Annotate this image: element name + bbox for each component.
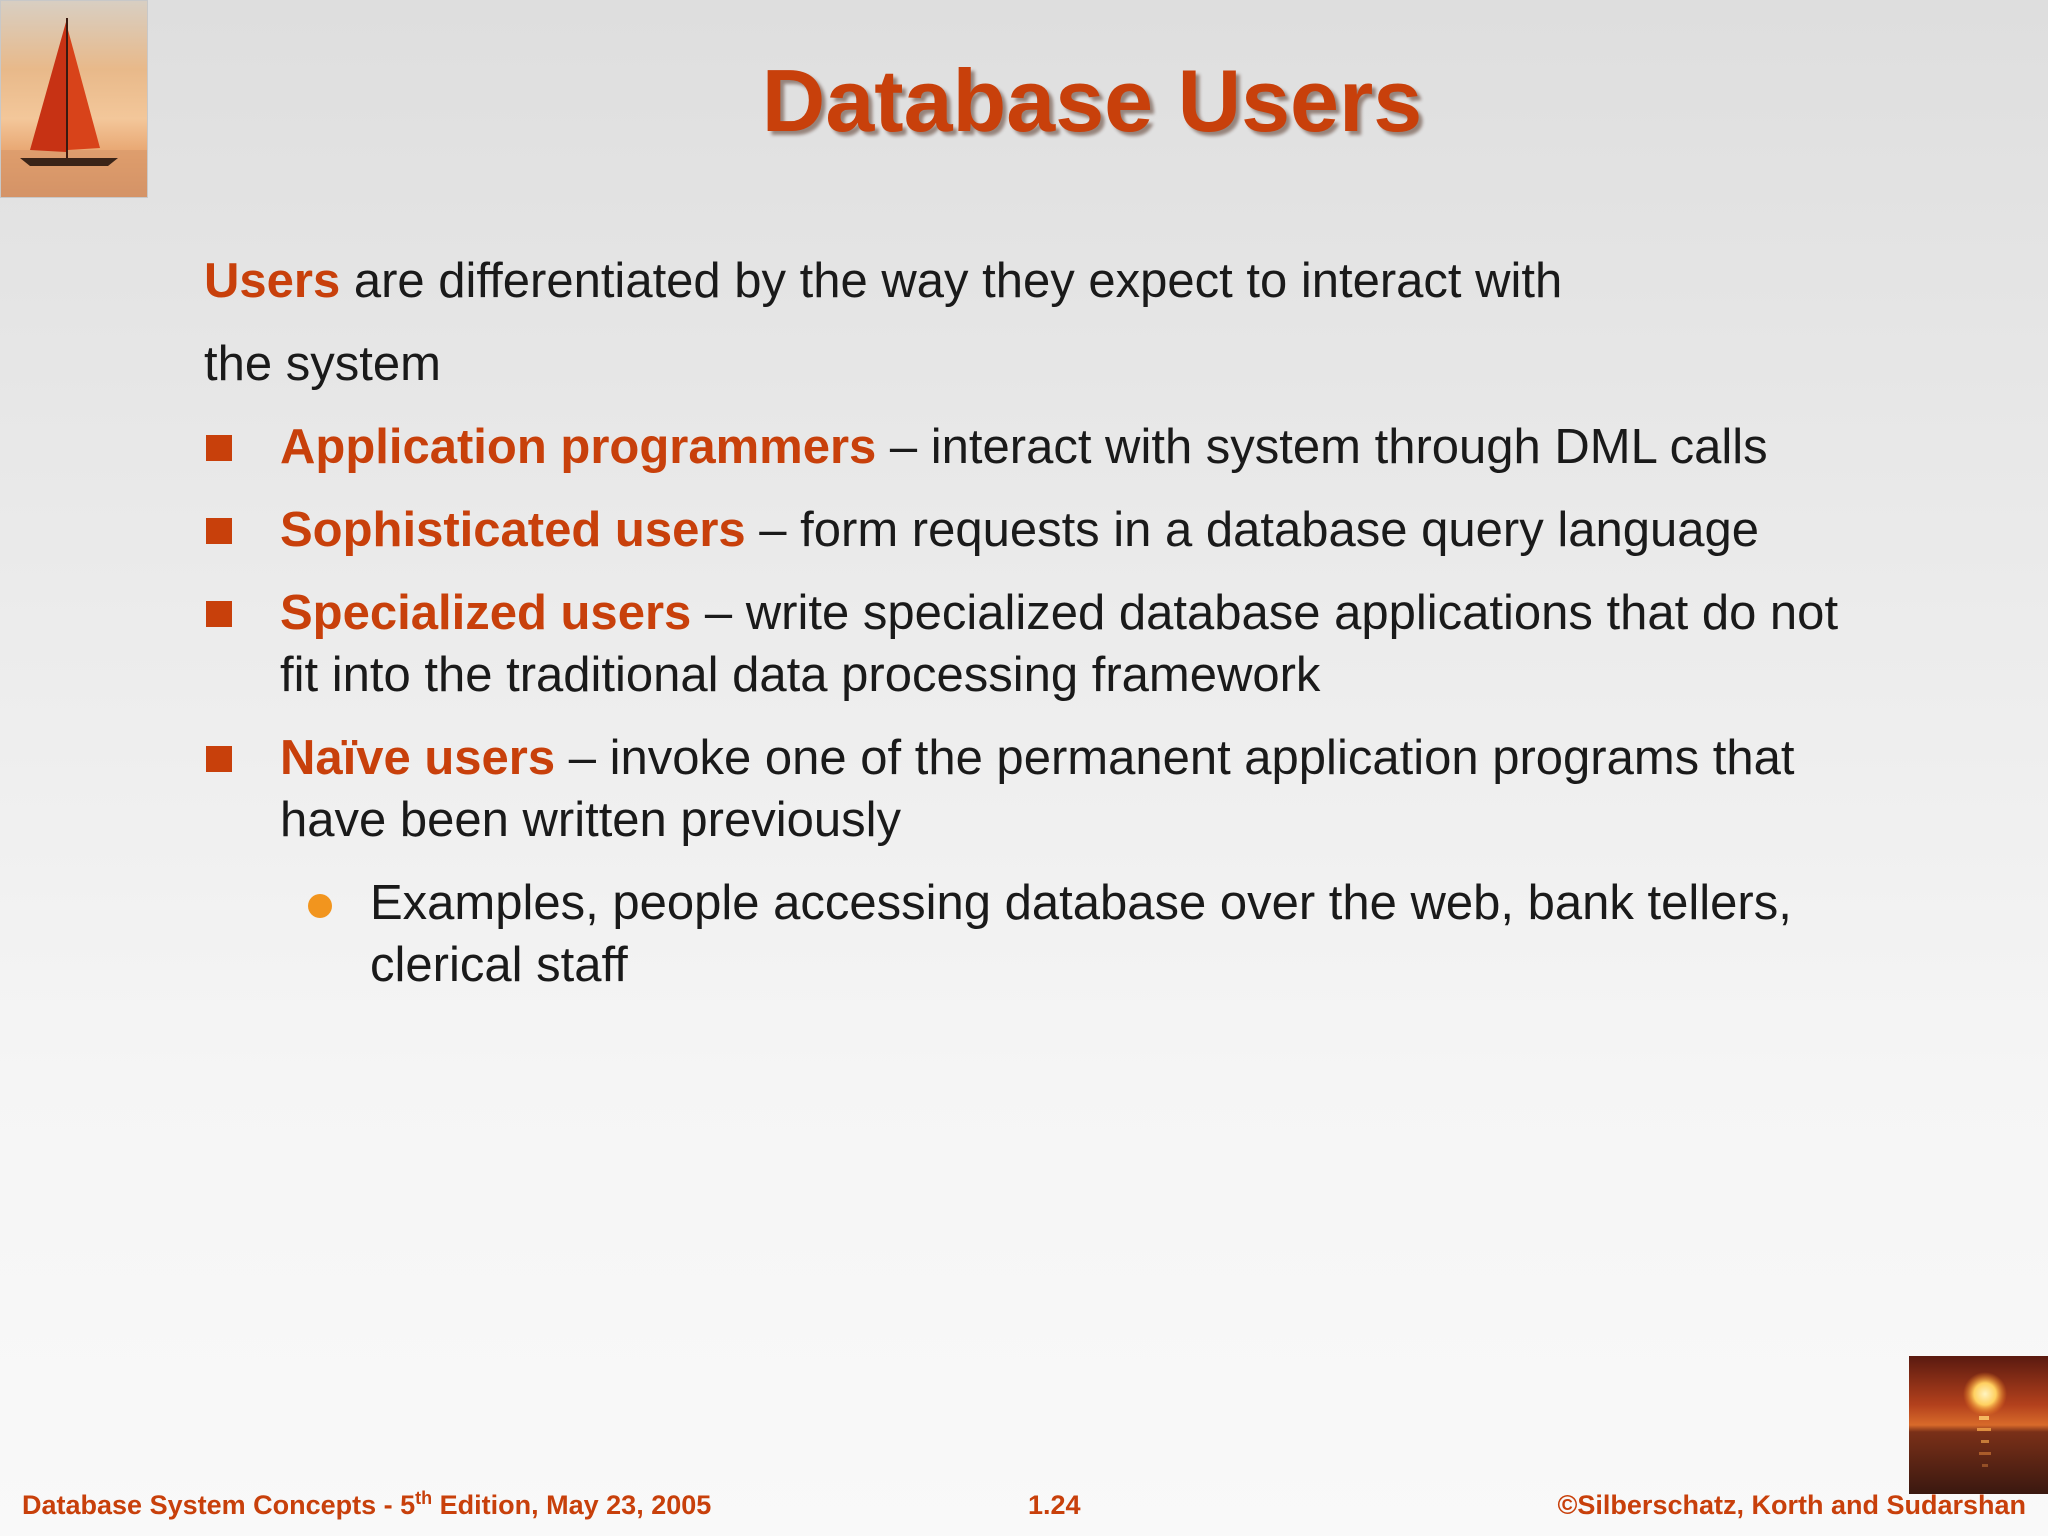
list-item [204,416,1884,478]
bullet-term: Sophisticated users [280,503,746,557]
list-item [204,499,1884,561]
square-bullet-icon [206,746,232,772]
footer-edition-sup: th [415,1488,433,1508]
bullet-desc: – invoke one of the permanent application programs that have been written previously [280,731,1795,847]
bullet-term: Application programmers [280,420,877,474]
bullet-list [204,416,1884,851]
footer-copyright: ©Silberschatz, Korth and Sudarshan [1557,1490,2026,1520]
bullet-desc: – write specialized database applications that do not fit into the traditional data processing framework [280,586,1839,702]
list-item [204,727,1884,851]
intro-highlight: Users [204,254,341,308]
footer-book-title [22,1490,711,1521]
footer-book-suffix: Edition, May 23, 2005 [432,1490,712,1520]
intro-paragraph [204,250,1884,395]
bullet-desc: – interact with system through DML calls [876,420,1768,474]
square-bullet-icon [206,601,232,627]
footer [0,1490,2048,1526]
circle-bullet-icon [308,894,332,918]
bullet-desc: – form requests in a database query language [745,503,1759,557]
bullet-term: Naïve users [280,731,556,785]
square-bullet-icon [206,518,232,544]
slide-content [204,250,1884,996]
list-item [204,582,1884,706]
footer-page-number: 1.24 [1028,1490,1081,1520]
intro-text-line1: are differentiated by the way they expect to interact with [340,254,1563,308]
intro-text-line2: the system [204,337,441,391]
sunset-logo [1909,1356,2048,1494]
footer-book-prefix: Database System Concepts - 5 [22,1490,416,1520]
square-bullet-icon [206,435,232,461]
sub-bullet-text: Examples, people accessing database over the web, bank tellers, clerical staff [370,876,1792,992]
sub-list-item [204,872,1884,996]
page-title: Database Users [761,51,1423,150]
bullet-term: Specialized users [280,586,692,640]
